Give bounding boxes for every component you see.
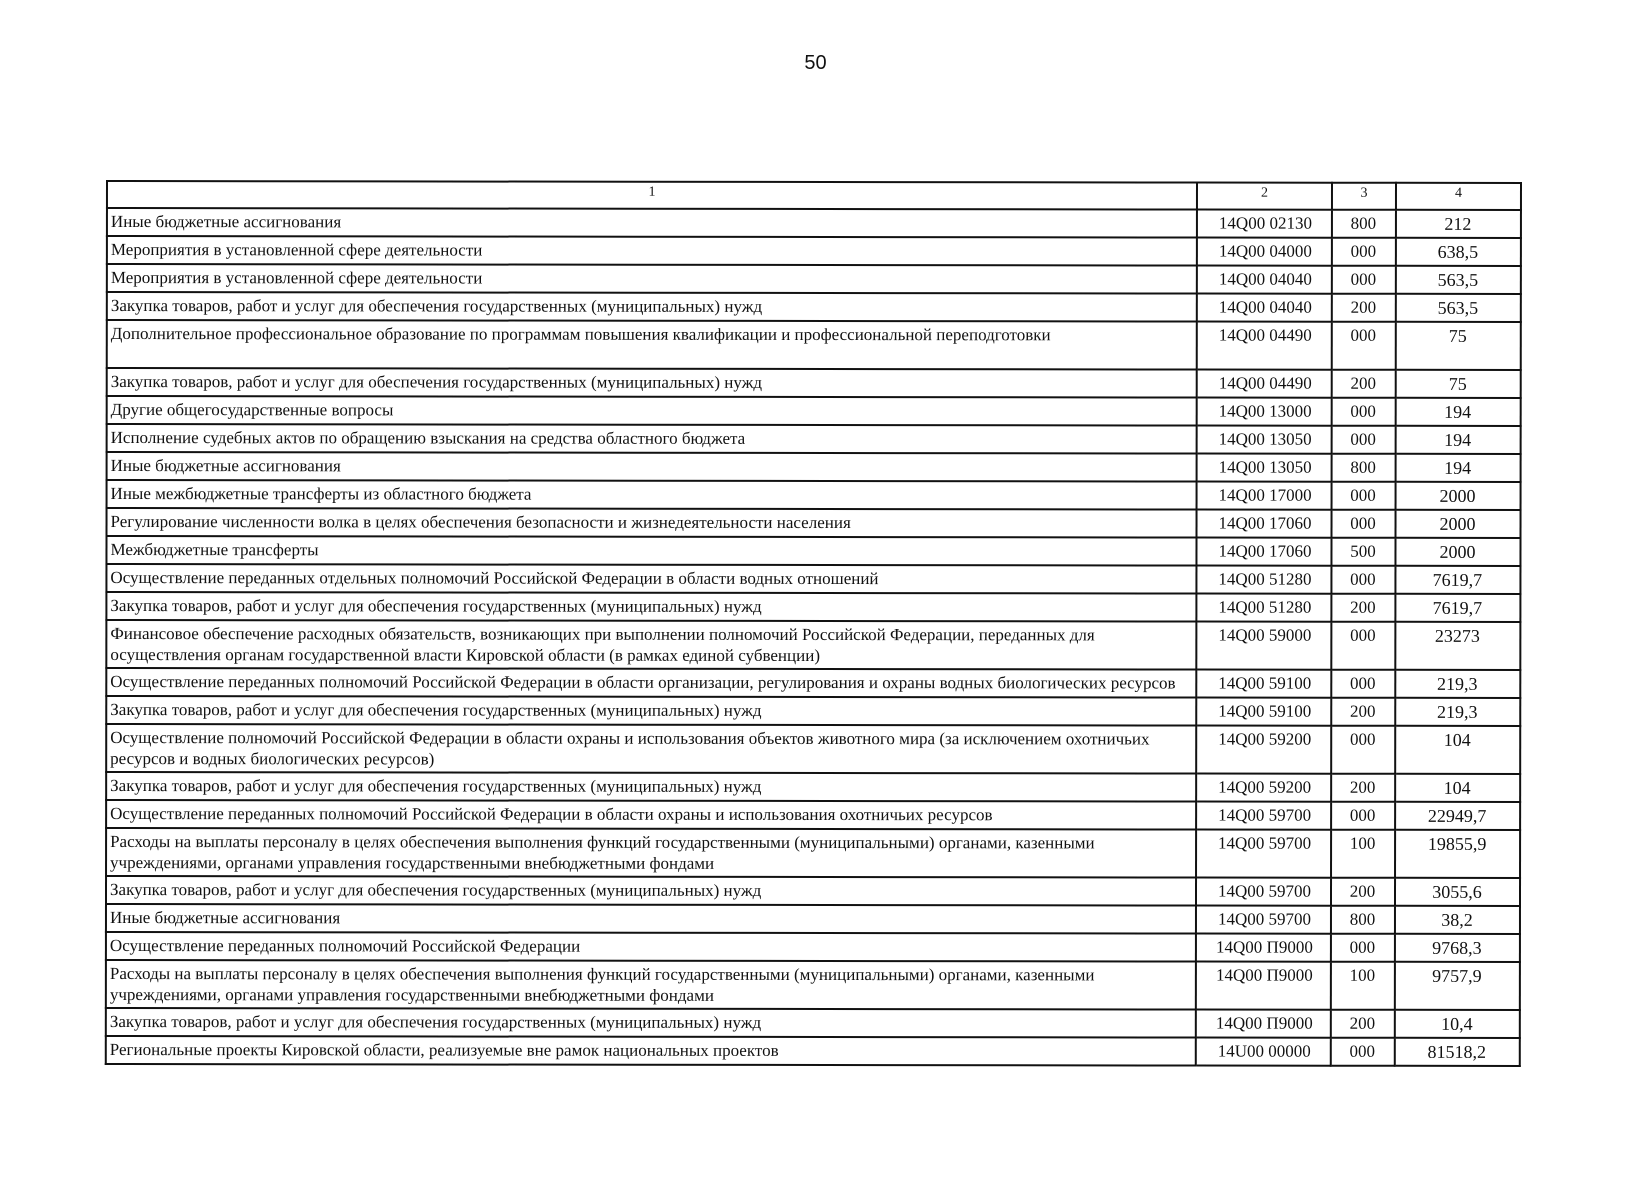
table-row [106,772,1520,802]
row-code-cell: 14Q00 02130 [1197,210,1332,238]
row-type-cell: 000 [1332,426,1396,454]
row-code-cell: 14Q00 59700 [1196,830,1331,878]
row-amount-cell: 563,5 [1396,266,1521,294]
table-row [106,668,1520,698]
row-name-cell: Исполнение судебных актов по обращению взыскания на средства областного бюджета [107,424,1197,454]
table-header-row [107,181,1521,210]
row-amount-cell: 104 [1395,774,1520,802]
row-name-cell: Другие общегосударственные вопросы [107,396,1197,426]
row-name-cell: Региональные проекты Кировской области, реализуемые вне рамок национальных проектов [106,1036,1196,1066]
row-amount-cell: 81518,2 [1395,1038,1520,1066]
table-row [106,800,1520,830]
row-type-cell: 100 [1331,962,1395,1010]
row-name-cell: Иные межбюджетные трансферты из областного бюджета [107,480,1197,510]
row-amount-cell: 23273 [1395,622,1520,670]
row-type-cell: 000 [1332,266,1396,294]
row-code-cell: 14Q00 17000 [1197,482,1332,510]
row-type-cell: 000 [1332,482,1396,510]
row-code-cell: 14Q00 59700 [1196,878,1331,906]
row-amount-cell: 2000 [1396,482,1521,510]
row-code-cell: 14Q00 04000 [1197,238,1332,266]
row-code-cell: 14Q00 17060 [1196,538,1331,566]
row-type-cell: 800 [1331,906,1395,934]
row-name-cell: Финансовое обеспечение расходных обязательств, возникающих при выполнении полномочий Российской Федерации, переданных для осуществления органам государственной власти Кировской области (в рамках единой субвенции) [106,620,1196,670]
table-row [107,480,1521,510]
column-header-2: 2 [1197,183,1332,210]
row-amount-cell: 7619,7 [1395,566,1520,594]
table-row [106,620,1520,670]
row-amount-cell: 194 [1396,454,1521,482]
row-type-cell: 000 [1332,238,1396,266]
row-type-cell: 800 [1332,454,1396,482]
row-amount-cell: 104 [1395,726,1520,774]
table-row [106,592,1520,622]
row-type-cell: 200 [1332,294,1396,322]
table-row [106,536,1520,566]
page-number: 50 [804,52,827,74]
row-type-cell: 000 [1331,1038,1395,1066]
row-type-cell: 000 [1332,398,1396,426]
row-amount-cell: 75 [1396,322,1521,370]
table-row [106,564,1520,594]
row-code-cell: 14Q00 П9000 [1196,934,1331,962]
column-header-4: 4 [1396,183,1521,210]
row-type-cell: 200 [1331,774,1395,802]
row-type-cell: 000 [1331,622,1395,670]
row-name-cell: Осуществление переданных полномочий Российской Федерации [106,932,1196,962]
row-amount-cell: 38,2 [1395,906,1520,934]
row-amount-cell: 219,3 [1395,698,1520,726]
row-amount-cell: 7619,7 [1395,594,1520,622]
table-row [107,424,1521,454]
table-body [106,208,1521,1066]
row-name-cell: Осуществление переданных полномочий Российской Федерации в области организации, регулирования и охраны водных биологических ресурсов [106,668,1196,698]
row-type-cell: 500 [1331,538,1395,566]
row-amount-cell: 75 [1396,370,1521,398]
row-amount-cell: 2000 [1396,510,1521,538]
table-row [106,932,1520,962]
row-code-cell: 14Q00 04040 [1197,294,1332,322]
row-name-cell: Осуществление переданных отдельных полномочий Российской Федерации в области водных отношений [106,564,1196,594]
row-amount-cell: 212 [1396,210,1521,238]
row-code-cell: 14Q00 59100 [1196,670,1331,698]
row-code-cell: 14Q00 04040 [1197,266,1332,294]
row-code-cell: 14Q00 13050 [1197,426,1332,454]
table-row [107,396,1521,426]
row-type-cell: 000 [1331,670,1395,698]
row-name-cell: Межбюджетные трансферты [106,536,1196,566]
row-type-cell: 200 [1331,1010,1395,1038]
table-row [107,508,1521,538]
table-row [107,452,1521,482]
row-type-cell: 000 [1331,934,1395,962]
row-name-cell: Закупка товаров, работ и услуг для обеспечения государственных (муниципальных) нужд [107,292,1197,322]
row-name-cell: Расходы на выплаты персоналу в целях обеспечения выполнения функций государственными (муниципальными) органами, казенными учреждениями, органами управления государственными внебюджетными фондами [106,960,1196,1010]
budget-table [105,180,1522,1067]
row-code-cell: 14Q00 04490 [1197,370,1332,398]
row-type-cell: 000 [1332,510,1396,538]
row-type-cell: 000 [1332,322,1396,370]
table-row [106,876,1520,906]
row-name-cell: Дополнительное профессиональное образование по программам повышения квалификации и профессиональной переподготовки [107,320,1197,370]
row-type-cell: 200 [1331,698,1395,726]
column-header-1: 1 [107,181,1197,210]
row-amount-cell: 219,3 [1395,670,1520,698]
row-amount-cell: 19855,9 [1395,830,1520,878]
row-code-cell: 14Q00 59000 [1196,622,1331,670]
row-type-cell: 800 [1332,210,1396,238]
row-name-cell: Регулирование численности волка в целях обеспечения безопасности и жизнедеятельности населения [107,508,1197,538]
row-amount-cell: 10,4 [1395,1010,1520,1038]
row-name-cell: Осуществление переданных полномочий Российской Федерации в области охраны и использования охотничьих ресурсов [106,800,1196,830]
row-code-cell: 14Q00 59200 [1196,774,1331,802]
row-code-cell: 14Q00 П9000 [1196,962,1331,1010]
row-amount-cell: 563,5 [1396,294,1521,322]
row-amount-cell: 194 [1396,426,1521,454]
table-row [107,292,1521,322]
row-name-cell: Иные бюджетные ассигнования [107,208,1197,238]
row-name-cell: Закупка товаров, работ и услуг для обеспечения государственных (муниципальных) нужд [107,368,1197,398]
table-row [107,368,1521,398]
row-name-cell: Иные бюджетные ассигнования [106,904,1196,934]
row-code-cell: 14Q00 04490 [1197,322,1332,370]
row-code-cell: 14Q00 51280 [1196,594,1331,622]
table-row [106,696,1520,726]
row-type-cell: 000 [1331,566,1395,594]
row-amount-cell: 638,5 [1396,238,1521,266]
table-row [106,1008,1520,1038]
column-header-3: 3 [1332,183,1396,210]
row-name-cell: Мероприятия в установленной сфере деятельности [107,264,1197,294]
table-row [106,960,1520,1010]
row-type-cell: 100 [1331,830,1395,878]
row-code-cell: 14Q00 13000 [1197,398,1332,426]
row-code-cell: 14Q00 17060 [1197,510,1332,538]
row-amount-cell: 3055,6 [1395,878,1520,906]
row-code-cell: 14Q00 59200 [1196,726,1331,774]
table-row [107,236,1521,266]
row-amount-cell: 194 [1396,398,1521,426]
row-code-cell: 14U00 00000 [1196,1038,1331,1066]
row-code-cell: 14Q00 59700 [1196,802,1331,830]
row-name-cell: Иные бюджетные ассигнования [107,452,1197,482]
row-name-cell: Закупка товаров, работ и услуг для обеспечения государственных (муниципальных) нужд [106,1008,1196,1038]
row-code-cell: 14Q00 59100 [1196,698,1331,726]
row-type-cell: 200 [1331,594,1395,622]
row-name-cell: Закупка товаров, работ и услуг для обеспечения государственных (муниципальных) нужд [106,876,1196,906]
table-row [106,1036,1520,1066]
row-type-cell: 200 [1331,878,1395,906]
row-code-cell: 14Q00 59700 [1196,906,1331,934]
row-name-cell: Закупка товаров, работ и услуг для обеспечения государственных (муниципальных) нужд [106,772,1196,802]
row-name-cell: Закупка товаров, работ и услуг для обеспечения государственных (муниципальных) нужд [106,696,1196,726]
row-code-cell: 14Q00 13050 [1197,454,1332,482]
row-type-cell: 000 [1331,802,1395,830]
table-row [106,828,1520,878]
row-amount-cell: 2000 [1395,538,1520,566]
row-name-cell: Закупка товаров, работ и услуг для обеспечения государственных (муниципальных) нужд [106,592,1196,622]
row-type-cell: 000 [1331,726,1395,774]
table-row [107,208,1521,238]
row-code-cell: 14Q00 П9000 [1196,1010,1331,1038]
row-code-cell: 14Q00 51280 [1196,566,1331,594]
row-name-cell: Расходы на выплаты персоналу в целях обеспечения выполнения функций государственными (муниципальными) органами, казенными учреждениями, органами управления государственными внебюджетными фондами [106,828,1196,878]
row-type-cell: 200 [1332,370,1396,398]
table-row [107,264,1521,294]
table-row [106,724,1520,774]
row-amount-cell: 9768,3 [1395,934,1520,962]
row-amount-cell: 9757,9 [1395,962,1520,1010]
table-row [107,320,1521,370]
row-amount-cell: 22949,7 [1395,802,1520,830]
row-name-cell: Мероприятия в установленной сфере деятельности [107,236,1197,266]
row-name-cell: Осуществление полномочий Российской Федерации в области охраны и использования объектов животного мира (за исключением охотничьих ресурсов и водных биологических ресурсов) [106,724,1196,774]
table-row [106,904,1520,934]
